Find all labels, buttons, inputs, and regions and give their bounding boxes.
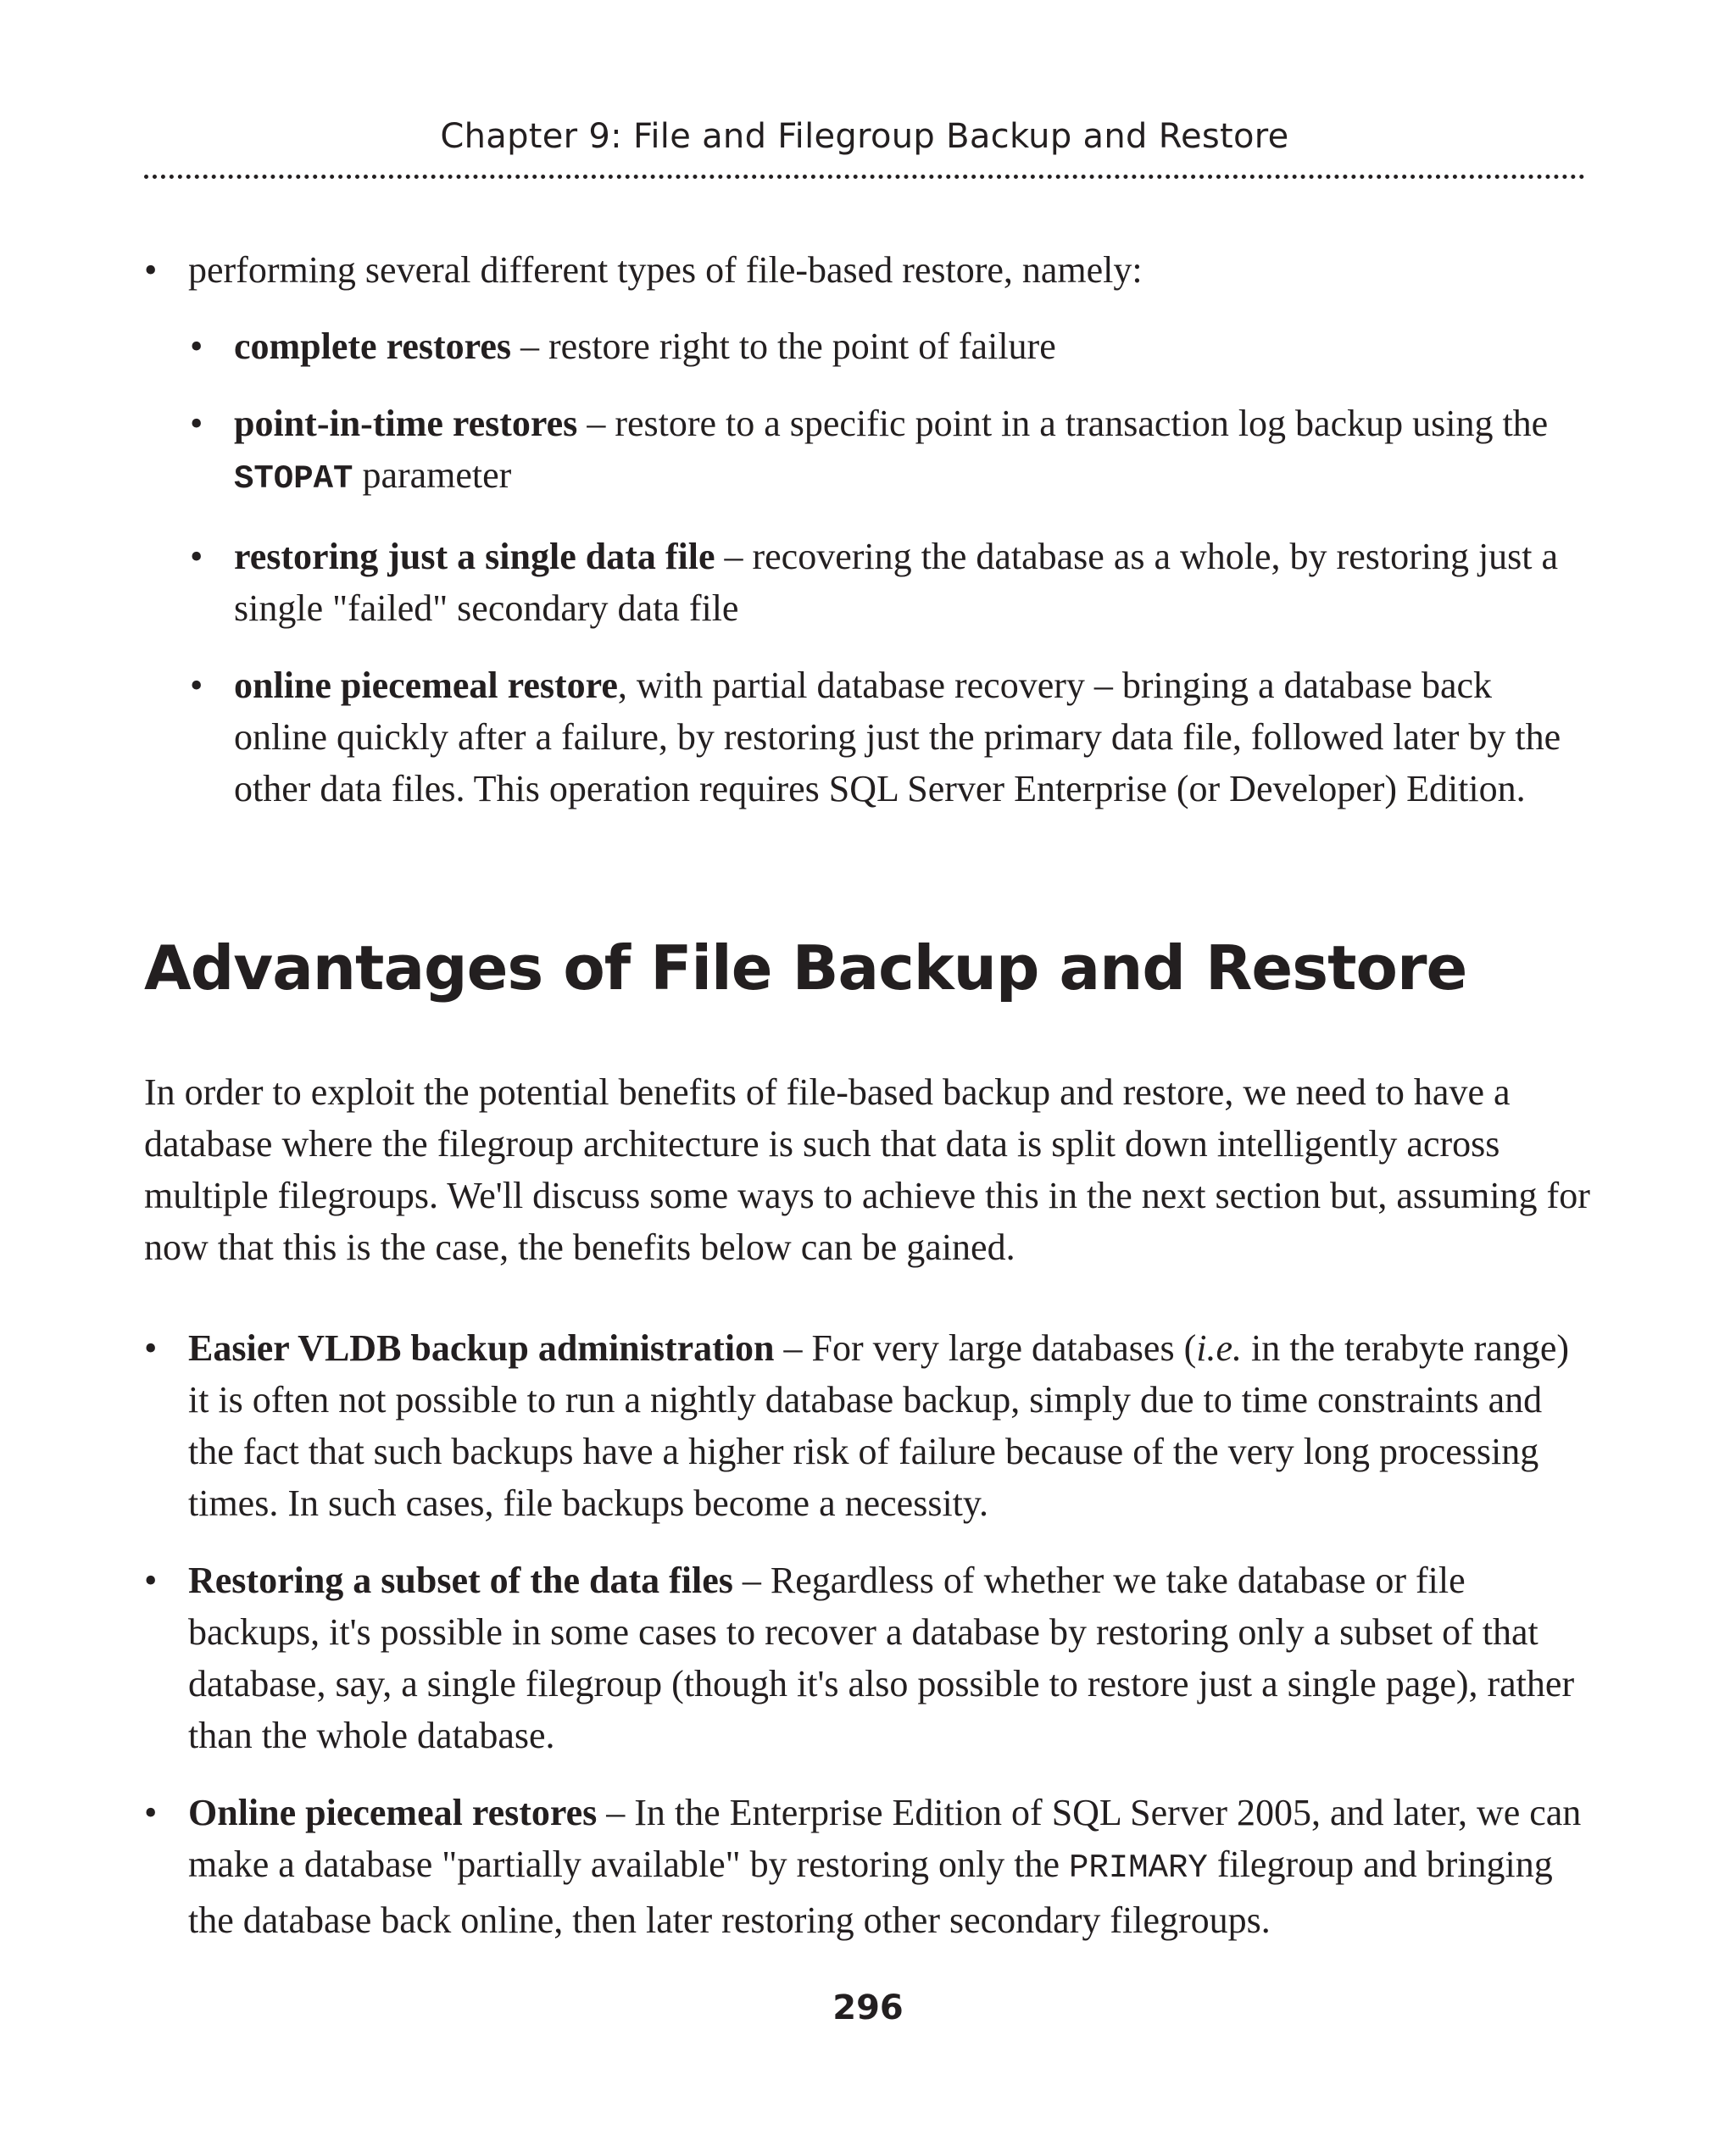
term: Online piecemeal restores	[188, 1792, 598, 1833]
list-item-online-piecemeal	[234, 659, 1590, 815]
italic-abbreviation: i.e.	[1196, 1327, 1242, 1369]
code-keyword: PRIMARY	[1068, 1849, 1208, 1887]
term: Easier VLDB backup administration	[188, 1327, 775, 1369]
description: – restore to a specific point in a transaction log backup using the	[577, 403, 1549, 444]
list-item-single-data-file	[234, 531, 1590, 634]
term: point-in-time restores	[234, 403, 578, 444]
description: – restore right to the point of failure	[511, 325, 1056, 367]
list-item-subset	[188, 1554, 1587, 1761]
description: in the terabyte range) it is often not possible to run a nightly database backup, simply due to time constraints and the fact that such backups have a higher risk of failure because of the very long processing times. In such cases, file backups become a necessity.	[188, 1327, 1570, 1524]
list-item-online-piecemeal-restores	[188, 1787, 1587, 1946]
restore-types-list	[234, 320, 1590, 840]
section-paragraph: In order to exploit the potential benefits of file-based backup and restore, we need to have a database where the filegroup architecture is such that data is split down intelligently across multiple filegroups. We'll discuss some ways to achieve this in the next section but, assuming for now that this is the case, the benefits below can be gained.	[144, 1071, 1590, 1268]
term: online piecemeal restore	[234, 665, 618, 706]
list-item	[188, 244, 1587, 296]
description: , with partial database recovery – bringing a database back online quickly after a failure, by restoring just the primary data file, followed later by the other data files. This operation requires SQL Server Enterprise (or Developer) Edition.	[234, 665, 1561, 809]
page-number: 296	[832, 1988, 904, 2027]
description: – In the Enterprise Edition of SQL Server 2005, and later, we can make a database "partially available" by restoring only the	[188, 1792, 1582, 1885]
section-heading: Advantages of File Backup and Restore	[144, 932, 1467, 1004]
code-keyword: STOPAT	[234, 460, 353, 498]
benefits-list	[188, 1322, 1587, 1971]
term: Restoring a subset of the data files	[188, 1560, 733, 1601]
description: – For very large databases (	[774, 1327, 1197, 1369]
description: parameter	[353, 454, 512, 496]
dotted-divider	[144, 175, 1585, 179]
description: filegroup and bringing the database back online, then later restoring other secondary filegroups.	[188, 1843, 1553, 1941]
description: – Regardless of whether we take database or file backups, it's possible in some cases to recover a database by restoring only a subset of that database, say, a single filegroup (though it's also possible to restore just a single page), rather than the whole database.	[188, 1560, 1575, 1756]
intro-list	[188, 244, 1587, 296]
description: – recovering the database as a whole, by restoring just a single "failed" secondary data file	[234, 536, 1559, 629]
running-head: Chapter 9: File and Filegroup Backup and Restore	[440, 117, 1289, 156]
list-item-point-in-time	[234, 398, 1590, 505]
list-item-vldb	[188, 1322, 1587, 1529]
term: complete restores	[234, 325, 512, 367]
term: restoring just a single data file	[234, 536, 715, 577]
list-item-text: performing several different types of file-based restore, namely:	[188, 249, 1143, 291]
list-item-complete-restores	[234, 320, 1590, 372]
